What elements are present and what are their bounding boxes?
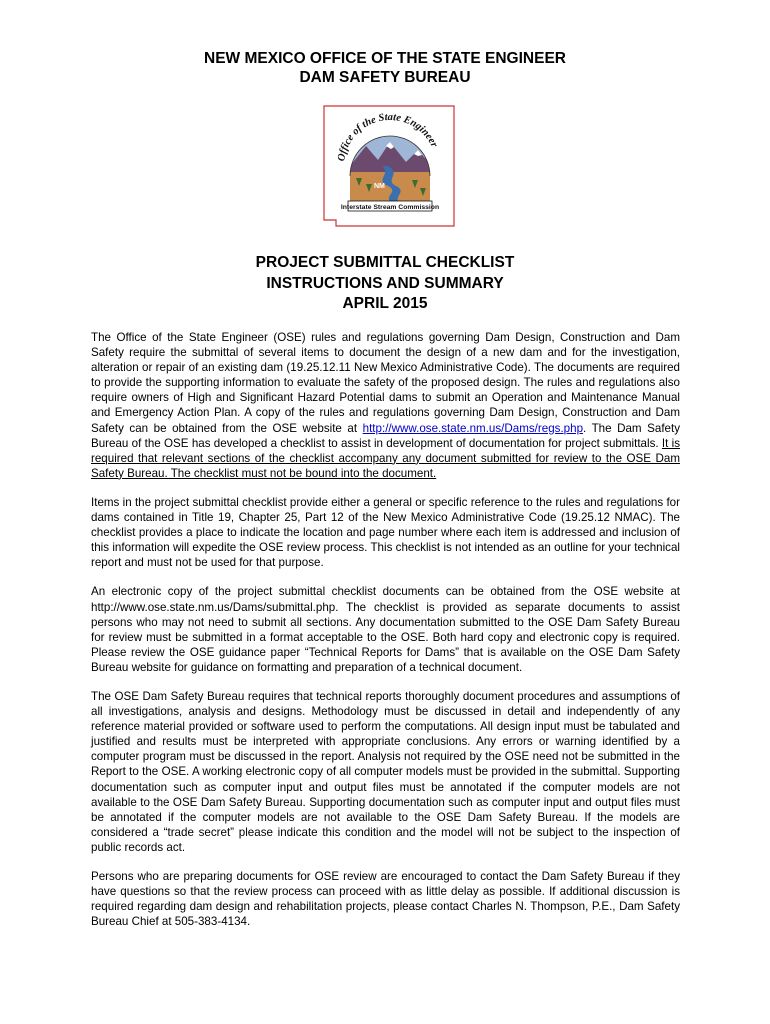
logo-arc-text: Office of the State Engineer <box>336 111 440 163</box>
title-line-1: PROJECT SUBMITTAL CHECKLIST <box>255 254 515 271</box>
paragraph-contact: Persons who are preparing documents for OSE review are encouraged to contact the Dam Safety Bureau if they have questions so that the review process can proceed with as little delay as possible. If additional discussion is required regarding dam design and rehabilitation projects, please contact Charles N. Thompson, P.E., Dam Safety Bureau Chief at 505-383-4134. <box>91 870 680 929</box>
document-title <box>0 253 770 315</box>
header-bureau: DAM SAFETY BUREAU <box>299 69 471 86</box>
intro-text: The Office of the State Engineer (OSE) rules and regulations governing Dam Design, Construction and Dam Safety require the submittal of several items to document the design of a new dam and for the investigation, alteration or repair of an existing dam (19.25.12.11 New Mexico Administrative Code). The documents are required to provide the supporting information to evaluate the safety of the proposed design. The rules and regulations also require owners of High and Significant Hazard Potential dams to submit an Operation and Maintenance Manual and Emergency Action Plan. A copy of the rules and regulations governing Dam Design, Construction and Dam Safety can be obtained from the OSE website at <box>91 331 680 435</box>
page-header <box>0 49 770 87</box>
intro-text-continued: . The Dam Safety Bureau of the OSE has developed a checklist to assist in development of documentation for project submittals. <box>91 421 681 450</box>
regs-link[interactable]: http://www.ose.state.nm.us/Dams/regs.php <box>362 421 584 435</box>
paragraph-checklist: Items in the project submittal checklist provide either a general or specific reference to the rules and regulations for dams contained in Title 19, Chapter 25, Part 12 of the New Mexico Administrative Code (19.25.12 NMAC). The checklist provides a place to indicate the location and page number where each item is addressed and inclusion of this information will expedite the OSE review process. This checklist is not intended as an outline for your technical report and must not be used for that purpose. <box>91 495 680 570</box>
requirement-notice: It is required that relevant sections of the checklist accompany any document submitted for review to the OSE Dam Safety Bureau. The checklist must not be bound into the document. <box>91 436 680 480</box>
paragraph-technical-reports: The OSE Dam Safety Bureau requires that technical reports thoroughly document procedures and assumptions of all investigations, analysis and designs. Methodology must be discussed in detail and independently of any reference material provided or software used to perform the computations. All design input must be tabulated and justified and results must be interpreted with appropriate conclusions. Any errors or warning identified by a computer program must be discussed in the report. Analysis not required by the OSE need not be submitted in the Report to the OSE. A working electronic copy of all computer models must be provided in the submittal. Supporting documentation such as computer input and output files must be annotated if the computer models are not available to the OSE Dam Safety Bureau. Supporting documentation such as computer input and output files must be annotated if the computer models are not available to the OSE Dam Safety Bureau. If the models are considered a “trade secret” please indicate this condition and the model will not be subject to the inspection of public records act. <box>91 689 680 854</box>
logo-nm-text: NM <box>374 183 385 190</box>
title-date: APRIL 2015 <box>342 295 428 312</box>
paragraph-electronic-copy: An electronic copy of the project submittal checklist documents can be obtained from the OSE website at http://www.ose.state.nm.us/Dams/submittal.php. The checklist is provided as separate documents to assist persons who may not need to submit all sections. Any documentation submitted to the OSE Dam Safety Bureau for review must be submitted in a format acceptable to the OSE. Both hard copy and electronic copy is required. Please review the OSE guidance paper “Technical Reports for Dams” that is available on the OSE Dam Safety Bureau website for guidance on formatting and preparation of a technical document. <box>91 585 680 674</box>
logo-bottom-text: Interstate Stream Commission <box>340 204 440 211</box>
ose-logo <box>322 104 456 228</box>
header-agency: NEW MEXICO OFFICE OF THE STATE ENGINEER <box>204 50 566 67</box>
paragraph-intro <box>91 330 680 481</box>
document-body <box>91 330 680 943</box>
title-line-2: INSTRUCTIONS AND SUMMARY <box>266 274 504 292</box>
logo-landscape <box>350 136 430 206</box>
